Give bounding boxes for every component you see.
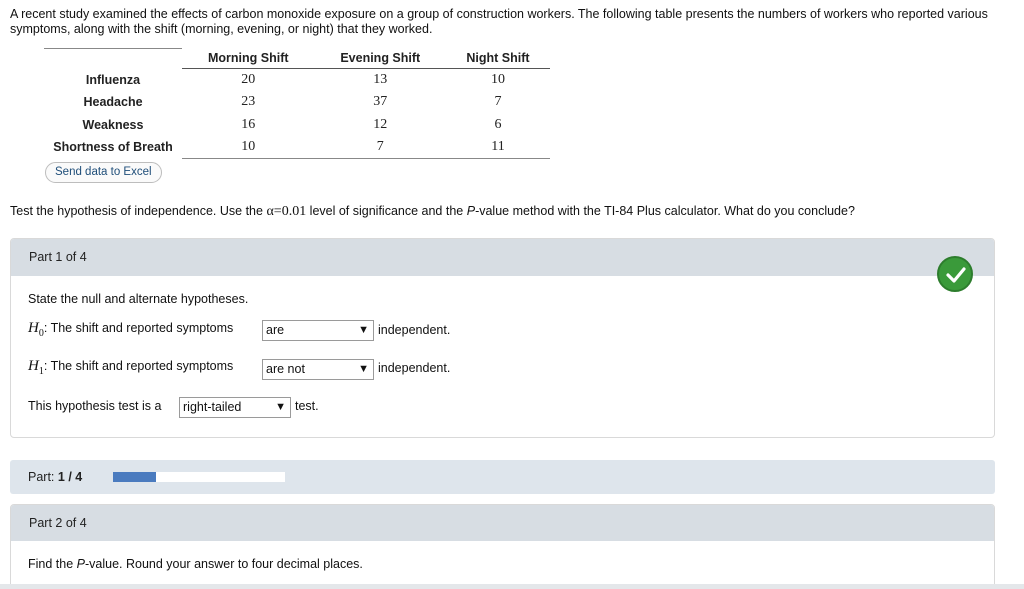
progress-label: Part: 1 / 4 [28,470,83,484]
alpha-value: 0.01 [281,204,307,219]
table-cell: 11 [446,136,550,159]
row-label-weakness: Weakness [82,117,144,132]
correct-check-icon [937,256,973,292]
test-type-value: right-tailed [183,400,242,414]
h0-select[interactable] [262,320,374,341]
alpha-symbol: α [266,204,274,219]
table-cell: 20 [241,72,256,87]
h1-symbol: $H_1$ [28,358,44,377]
table-row [44,114,550,137]
row-label-influenza: Influenza [85,72,141,87]
send-to-excel-button[interactable]: Send data to Excel [45,162,162,183]
table-cell: 10 [182,136,315,159]
part2-instruction: Find the P-value. Round your answer to four decimal places. [28,557,363,571]
table-row [44,69,550,92]
h0-symbol: $H_0$ [28,320,44,339]
table-corner [44,49,182,69]
row-label-shortness-of-breath: Shortness of Breath [53,140,173,155]
table-cell: 23 [241,94,256,110]
question-after: -value method with the TI-84 Plus calculator. What do you conclude? [475,204,855,218]
dropdown-arrow-icon: ▼ [358,363,369,375]
row-label-headache: Headache [83,95,143,110]
h1-select-value: are not [266,362,305,376]
part1-header: Part 1 of 4 [11,239,994,276]
test-type-select[interactable] [179,397,291,418]
h1-select[interactable] [262,359,374,380]
bottom-scroll-strip [0,584,1024,589]
hypotheses-instruction: State the null and alternate hypotheses. [28,292,249,306]
h1-line [28,358,233,377]
part2-panel [10,504,995,589]
col-header-morning: Morning Shift [182,49,315,69]
h0-select-value: are [266,323,285,337]
test-type-text: This hypothesis test is a [28,399,162,413]
table-cell: 16 [241,116,256,132]
table-cell: 7 [315,136,446,159]
question-middle: level of significance and the [306,204,467,218]
question-before: Test the hypothesis of independence. Use the [10,204,263,218]
table-cell: 12 [373,116,388,132]
h1-text: : The shift and reported symptoms [43,359,234,373]
h0-text: : The shift and reported symptoms [43,321,234,335]
h0-after: independent. [378,323,451,337]
table-cell: 37 [373,94,388,110]
table-header-row [44,49,550,69]
symptoms-table [44,48,550,159]
table-cell: 13 [373,72,388,87]
dropdown-arrow-icon: ▼ [275,401,286,413]
h0-line [28,320,233,339]
table-cell: 6 [494,116,502,132]
table-row [44,136,550,159]
table-cell: 10 [490,72,505,87]
alpha-equals: = [273,204,282,219]
part2-header: Part 2 of 4 [11,505,994,541]
test-after: test. [295,399,319,413]
progress-value: 1 / 4 [57,470,83,484]
dropdown-arrow-icon: ▼ [358,324,369,336]
col-header-evening: Evening Shift [315,49,446,69]
progress-fill [113,472,156,482]
problem-intro: A recent study examined the effects of carbon monoxide exposure on a group of construction workers. The following table presents the numbers of workers who reported various symptoms, along with the shift (morning, evening, or night) that they worked. [10,7,988,36]
col-header-night: Night Shift [446,49,550,69]
table-cell: 7 [494,94,502,110]
p-symbol: P [466,204,476,218]
table-row [44,91,550,114]
h1-after: independent. [378,361,451,375]
question-text [10,204,855,220]
